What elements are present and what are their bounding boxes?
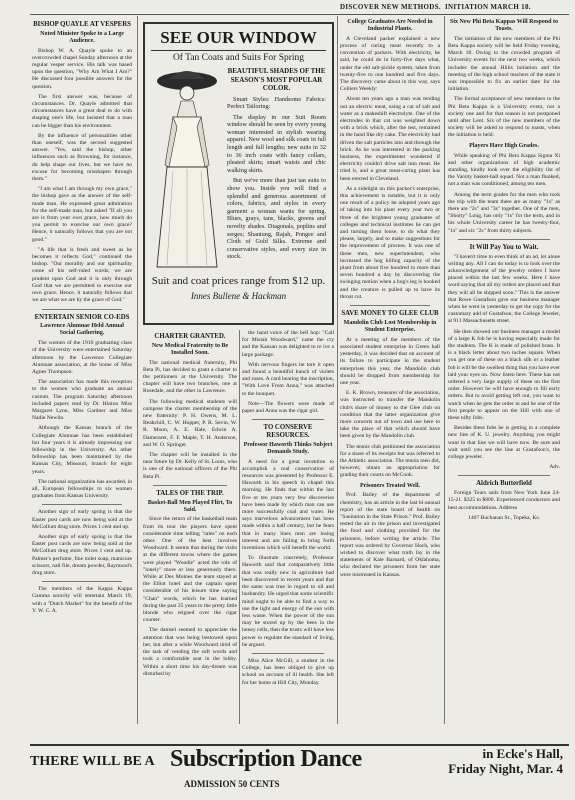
header-right: INITIATION MARCH 18. <box>445 3 531 11</box>
divider <box>42 309 122 310</box>
header-center: DISCOVER NEW METHODS. <box>340 3 441 11</box>
paragraph: Although the Kansas branch of the Collegiate Alumnae has been established but four years it is already impressing our fellowship in the University. An other fellowship has been maintained by the Kansas City, Missouri, branch for eight years. <box>32 425 132 475</box>
banner-admission: ADMISSION 50 CENTS <box>184 779 280 789</box>
paragraph: The tennis club petitioned the association for a share of its receipts but was referred to the Athletic association. The tennis men did, however, obtain an appropriation for grading their courts on McCook. <box>340 443 440 479</box>
ad-price: Suit and coat prices range from $12 up. <box>151 275 326 287</box>
paragraph: The members of the Kappa Kappa Gamma sorority will entertain March 19, with a "Dutch Market" for the benefit of the Y. W. C. A. <box>32 586 132 614</box>
ad-signature: Innes Bullene & Hackman <box>190 291 287 301</box>
subhead-conserve-resources: Professor Haworth Thinks Subject Demands Study. <box>243 441 333 455</box>
headline-charter-granted: CHARTER GRANTED. <box>154 333 226 340</box>
headline-pay-to-wait: It Will Pay You to Wait. <box>469 243 539 251</box>
paragraph: While speaking of Phi Beta Kappa Sigma Xi and other organizations of high academic standing, kindly look over the eligibility list of the Varsity basket-ball squad. Not a man flunked, not a man was conditioned, among ten men. <box>448 152 560 188</box>
column-divider <box>239 330 240 724</box>
paragraph: A need for a great invention to accomplish a real conservation of resources was presented by Professor E. Haworth in his speech in chapel this morning. He finds that within the last five or ten years very few discoveries have been made by which man can use more successfully coal and water. He says marvelous advancement has been made within a half century, but he fears that in many lines men are losing interest and are failing to bring forth inventions which will benefit the world. <box>242 458 334 552</box>
ad-title: SEE OUR WINDOW <box>151 28 326 51</box>
paragraph: "I haven't time to even think of an ad, let alone writing any. All I can do today is to look over the acknowledgement of the jewelry orders I have placed within the last few weeks. Here I have word saying that all my orders are placed and that they will all be shipped soon." This is the answer that Rowe Gustafson gave our business manager when he went in yesterday to get the copy for the customary add of Gustafson, the College Jeweler, at 911 Massachusetts street. <box>448 253 560 325</box>
paragraph: As a sidelight on this packer's enterprise, this achievement is notable, but it is only one result of a policy he adopted years ago of taking into his plant every year two or three of the brightest young graduates of colleges and technical institutes he can get and turning them loose, to do what they please, largely, and to make suggestions for the improvement of process. It was one of these men, new superintendent, who increased the hog killing capacity of the plant from about five hundred to more than seven hundred a day by discovering the swinging motion when a hog's leg is hooked and the creature is pulled up to have its throat cut. <box>340 185 440 300</box>
paragraph: The national organization has awarded, in all, European fellowships to six women graduates from Kansas University. <box>32 478 132 500</box>
paragraph: The chapter will be installed in the near future by Dr. Kelly of St. Louis, who is one of the national officers of the Phi Beta Pi. <box>143 452 237 480</box>
headline-bishop-quayle: BISHOP QUAYLE AT VESPERS <box>33 21 131 28</box>
paragraph: The initiation of the new members of the Phi Beta Kappa society will be held Friday evening, March 18. Owing to the crowded program of University events for the next two weeks, which includes the annual Hillis initiation and the meeting of the high school teachers of the state it was impossible to fix an earlier date for the initiation. <box>448 35 560 93</box>
column-1 <box>32 18 132 728</box>
divider <box>350 305 430 306</box>
banner-venue <box>448 746 563 776</box>
ad-body-paragraph: The display in our Suit Room window should be seen by every young woman interested in stylish wearing apparel. New wool and silk coats in full length and full lengths; new suits in 32 to 36 inch coats with fancy collars, pleated skirts; smart waists and chic walking skirts. <box>227 113 326 174</box>
paragraph: The damsel seemed to appreciate the attention that was being bestowed upon her, but after a while Woodward tired of the task of vending the soft words and took a comfortable seat in the lobby. Within a short time his day-dream was disturbed by <box>143 627 237 677</box>
header-rule <box>30 14 569 15</box>
adv-mark: Adv. <box>549 464 560 471</box>
paragraph: Besides these fobs he is getting in a complete new line of K. U. jewelry. Anything you might want in that line we will have now. Be sure and wait until you see the line at Gustafson's, the college jeweler. <box>448 425 560 461</box>
subhead-college-graduates: College Graduates Are Needed in Industrial Plants. <box>347 19 433 32</box>
paragraph: The association has made this reception to the women who graduate an annual custom. The program Saturday afternoon included papers read by Dr. Hinton Miss Margaret Lynn, Miss Gardner and Miss Nadie Newlin. <box>32 379 132 422</box>
paragraph: The first answer was, because of circumstances. Dr. Quayle admitted that circumstances have a great deal to do with shaping one's life, but insisted that a man can be bigger than his environment. <box>32 93 132 129</box>
subhead-prisoners: Prisoners Treated Well. <box>359 482 421 489</box>
paragraph: E. K. Brown, treasurer of the association, was instructed to transfer the Mandolin club's share of money to the Glee club on condition that the latter organization give more concerts out of town and use here to take the place of that which should have been given by the Mandolin club. <box>340 390 440 440</box>
subhead-high-grades: Players Have High Grades. <box>469 142 539 149</box>
divider <box>42 504 122 505</box>
paragraph: "I am what I am through my own grace," the bishop gave as the answer of the self-made man. He expressed great admiration for the self-made man, but asked "If all you are is from your own grace, how much do you permit to exercise our own grace? Hence, it naturally follows that you are not good." <box>32 186 132 243</box>
paragraph: The formal acceptance of new members to the Phi Beta Kappa is a University event, not a society one and for that reason is not postponed until after Lent. Six of the new members of the society will be asked to respond to toasts, when the initiation is held. <box>448 96 560 139</box>
ad-subtitle: Of Tan Coats and Suits For Spring <box>172 53 305 63</box>
divider <box>42 581 122 582</box>
headline-conserve-resources: TO CONSERVE RESOURCES. <box>263 424 313 440</box>
column-divider <box>137 16 138 724</box>
subhead-phi-beta-kappa: Six New Phi Beta Kappas Will Respond to Toasts. <box>450 19 558 32</box>
divider <box>153 485 227 486</box>
subhead-bishop-quayle: Noted Minister Spoke to a Large Audience. <box>40 30 124 44</box>
subhead-charter-granted: New Medical Fraternity to Be Installed Soon. <box>151 342 229 356</box>
divider <box>458 239 550 240</box>
paragraph: The national medical fraternity, Phi Beta Pi, has decided to grant a charter to the petitioners at the University. The chapter will have two branches, one at Rosedale, and the other in Lawrence. <box>143 359 237 395</box>
paragraph: Among the term grades for the men who took the trip with the team there are as many "1s" as there are "2s" and "3s" together. One of the men, "Shorty" Long, has only "1s" for the term, and in his whole University career he has twenty-four, "1s" and six "2s" from thirty subjects. <box>448 191 560 234</box>
banner-intro: THERE WILL BE A <box>30 754 155 769</box>
paragraph: About ten years ago a man was tending out an electric meat, using a cat of salt and water as a makeshift electrolyte. One of the electrodes in that cat was weighted down with a brick which, after the test, remained in the hand like dry cake. The electricity had driven the salt particles into and through the brick. As he was interested in the packing business, the experimenter wondered if electricity couldn't drive salt into meat. He tried it, and a great meat-curing plant has been erected in Cleveland. <box>340 96 440 182</box>
divider <box>252 653 324 654</box>
paragraph: The women of the 1910 graduating class of the University were entertained Saturday afternoon by the Lawrence Collegiate Alumnae association, at the home of Miss Agnes Thompson. <box>32 340 132 375</box>
headline-tales-of-trip: TALES OF THE TRIP. <box>156 489 224 497</box>
column-2 <box>143 330 237 730</box>
banner-headline: Subscription Dance <box>170 746 362 772</box>
paragraph: Another sign of early spring is that the Easter post cards are now being sold at the McCollum drug store. Prices 1 cent and up. Palmer's perfume, fine toilet soap, manicure scissors, nail file, dream powder, Raymond's drug store. <box>32 533 132 576</box>
ad-styles: Smart Styles: Handsome Fabrics: Perfect Tailoring: <box>227 95 326 111</box>
paragraph: Bishop W. A. Quayle spoke to an overcrowded chapel Sunday afternoon at the regular vesper service. His talk was based upon the question, "Why Am What I Am?" He discussed four possible answers for the question. <box>32 47 132 90</box>
woman-figure-illustration <box>151 67 221 275</box>
ad-body-paragraph: But we've more than just tan suits to show you. Inside you will find a splendid and generous assortment of colors, fabrics, and styles in every garment a woman wants for spring. Blues, grays, tans, blacks, greens and novelty shades. Diagonals, poplins and serges; Shantung, Rajah, Pongee and Cloth of Gold Silks. Extreme and conservative styles, and every size in stock. <box>227 177 326 261</box>
column-5 <box>448 18 560 728</box>
subhead-entertain-coeds: Lawrence Alumnae Held Annual Social Gathering. <box>40 323 124 337</box>
paragraph: Note—The flowers were made of paper and Anna was the cigar girl. <box>242 400 334 415</box>
dance-banner-ad <box>30 744 569 798</box>
paragraph: Another sign of early spring is that the Easter post cards are now being sold at the McCollum drug store. Prices 1 cent and up. <box>32 509 132 530</box>
subhead-glee-club: Mandolin Club Lost Membership in Student Enterprise. <box>343 319 437 333</box>
column-3 <box>242 330 334 730</box>
subhead-tales-of-trip: Basket-Ball Men Played Flirt, To Said. <box>147 499 233 513</box>
paragraph: He then showed our business manager a model of a large K fob he is having especially made for the students. The K is made of polished brass. It is a black letter about two inches square. When you get one of these on a black silk or a leather fob it will be the swellest thing that you have ever laid your eyes on. Now listen here. These has not ordered a very large supply of these on the first order. However he will have enough to fill early orders. But to avoid getting left out, you want to watch when he gets the order in and be one of the first people to appear on the Hill with one of these nifty fobs. <box>448 328 560 422</box>
column-4 <box>340 18 440 728</box>
address: 1407 Buchanan St., Topeka, Ks. <box>468 514 540 521</box>
paragraph: Since the return of the basketball team from its tour the players have spent considerable time telling "tales" on each other. One of the best involves Woodward. It seems that during the visits at the different towns where the games were played "Woodie" acted the role of "lonely" more or less generously there. While at Des Moines the team stayed at the Elliot hotel and the captain spent considerable of his leisure time saying "Chan" words, which he has learned during the past 25 years to the pretty little blonde who reigned over the cigar counter. <box>143 516 237 624</box>
banner-venue-date: Friday Night, Mar. 4 <box>448 761 563 776</box>
paragraph: The following medical students will compose the charter membership of the new fraternity: P. H. Owens, M. L. Beakchill, C. W. Hopper, P. R. Sevin, W. R. Moon, A. E. Hale, Edwin A. Damerarer, F. F. Maple, T. H. Anderson, and W. O. Springer. <box>143 398 237 448</box>
paragraph: By the influence of personalities other than oneself, was the second suggested answer. "Yes, said the bishop, other influences such as Browning, for instance, do help shape our lives, but we have no excuse for becoming misshapen through them." <box>32 132 132 183</box>
divider <box>252 419 324 420</box>
paragraph: A Cleveland packer explained a new process of curing meat recently to a convention of packers. With electricity, he said, he could do in forty-five days what, under the old salt-pickle system, taken from twenty-five to one hundred and five days. The discovery came about in this way, says Colliers Weekly: <box>340 35 440 93</box>
headline-entertain-coeds: ENTERTAIN SENIOR CO-EDS <box>34 313 130 321</box>
paragraph: Prof. Bailey of the department of chemistry, has an article in the last bi-annual report of the state board of health on "Sanitation in the State Prison." Prof. Bailey tested the air in the prison and investigated the food and clothing provided for the prisoners, before writing the article. The report was ordered by Governor Hoch, who wished to discover what truth lay in the statements of Kate Barnard, of Oklahoma, who declared the prisoners from her state were mistreated in Kansas. <box>340 492 440 578</box>
ad-headline: BEAUTIFUL SHADES OF THE SEASON'S MOST POPULAR COLOR. <box>227 67 326 92</box>
headline-aldrich-butterfield: Aldrich Butterfield <box>476 480 532 488</box>
paragraph: With nervous fingers he tore it open and found a beautiful bunch of violets and roses. A card bearing the inscription, "With Love From Anna," was attached to the bouquet. <box>242 361 334 397</box>
column-divider <box>444 16 445 724</box>
column-divider <box>337 16 338 724</box>
divider <box>458 475 550 476</box>
paragraph: Miss Alice McGill, a student in the College, has been obliged to give up school on account of ill health. She left for her home at Hill City, Monday. <box>242 657 334 686</box>
paragraph: To illustrate concretely, Professor Haworth said that comparatively little that was really new in agriculture had been discovered in recent years and that the same was true in regard to oil and husbandry. He urged that some scientific mind ought to be able to find a way to use the light and energy of the sun with less waste. When the power of the sun may be stored up by the bees in the honey cells, then the trusts will have less power to regulate the standard of living, he argued. <box>242 555 334 648</box>
paragraph: Foreign Tours sails from New York June 24-15-21. $325 to $800. Experienced conductors and best accommodations. Address <box>448 490 560 511</box>
banner-venue-hall: in Ecke's Hall, <box>482 746 563 761</box>
headline-glee-club: SAVE MONEY TO GLEE CLUB <box>341 310 439 318</box>
paragraph: At a meeting of the members of the associated student enterprise in Green hall yesterday, it was decided that on account of its failure to participate in the student enterprises this year, the Mandolin club should be dropped from membership for one year. <box>340 336 440 386</box>
advertisement-window <box>143 22 334 325</box>
paragraph: "A life that is fresh and sweet as he becomes it reflects God," continued the bishop. "Our morality and our spirituality come of his self-ruled words; we are prudent upon God and it is only through God that we are permitted to exercise our own grace. Hence, it naturally follows that we are what we are by the grace of God." <box>32 246 132 304</box>
paragraph: the hand voice of the bell hop: "Call for Mistah Woodward," came the cry and the Kansan was delighted to re ive a large package. <box>242 330 334 358</box>
